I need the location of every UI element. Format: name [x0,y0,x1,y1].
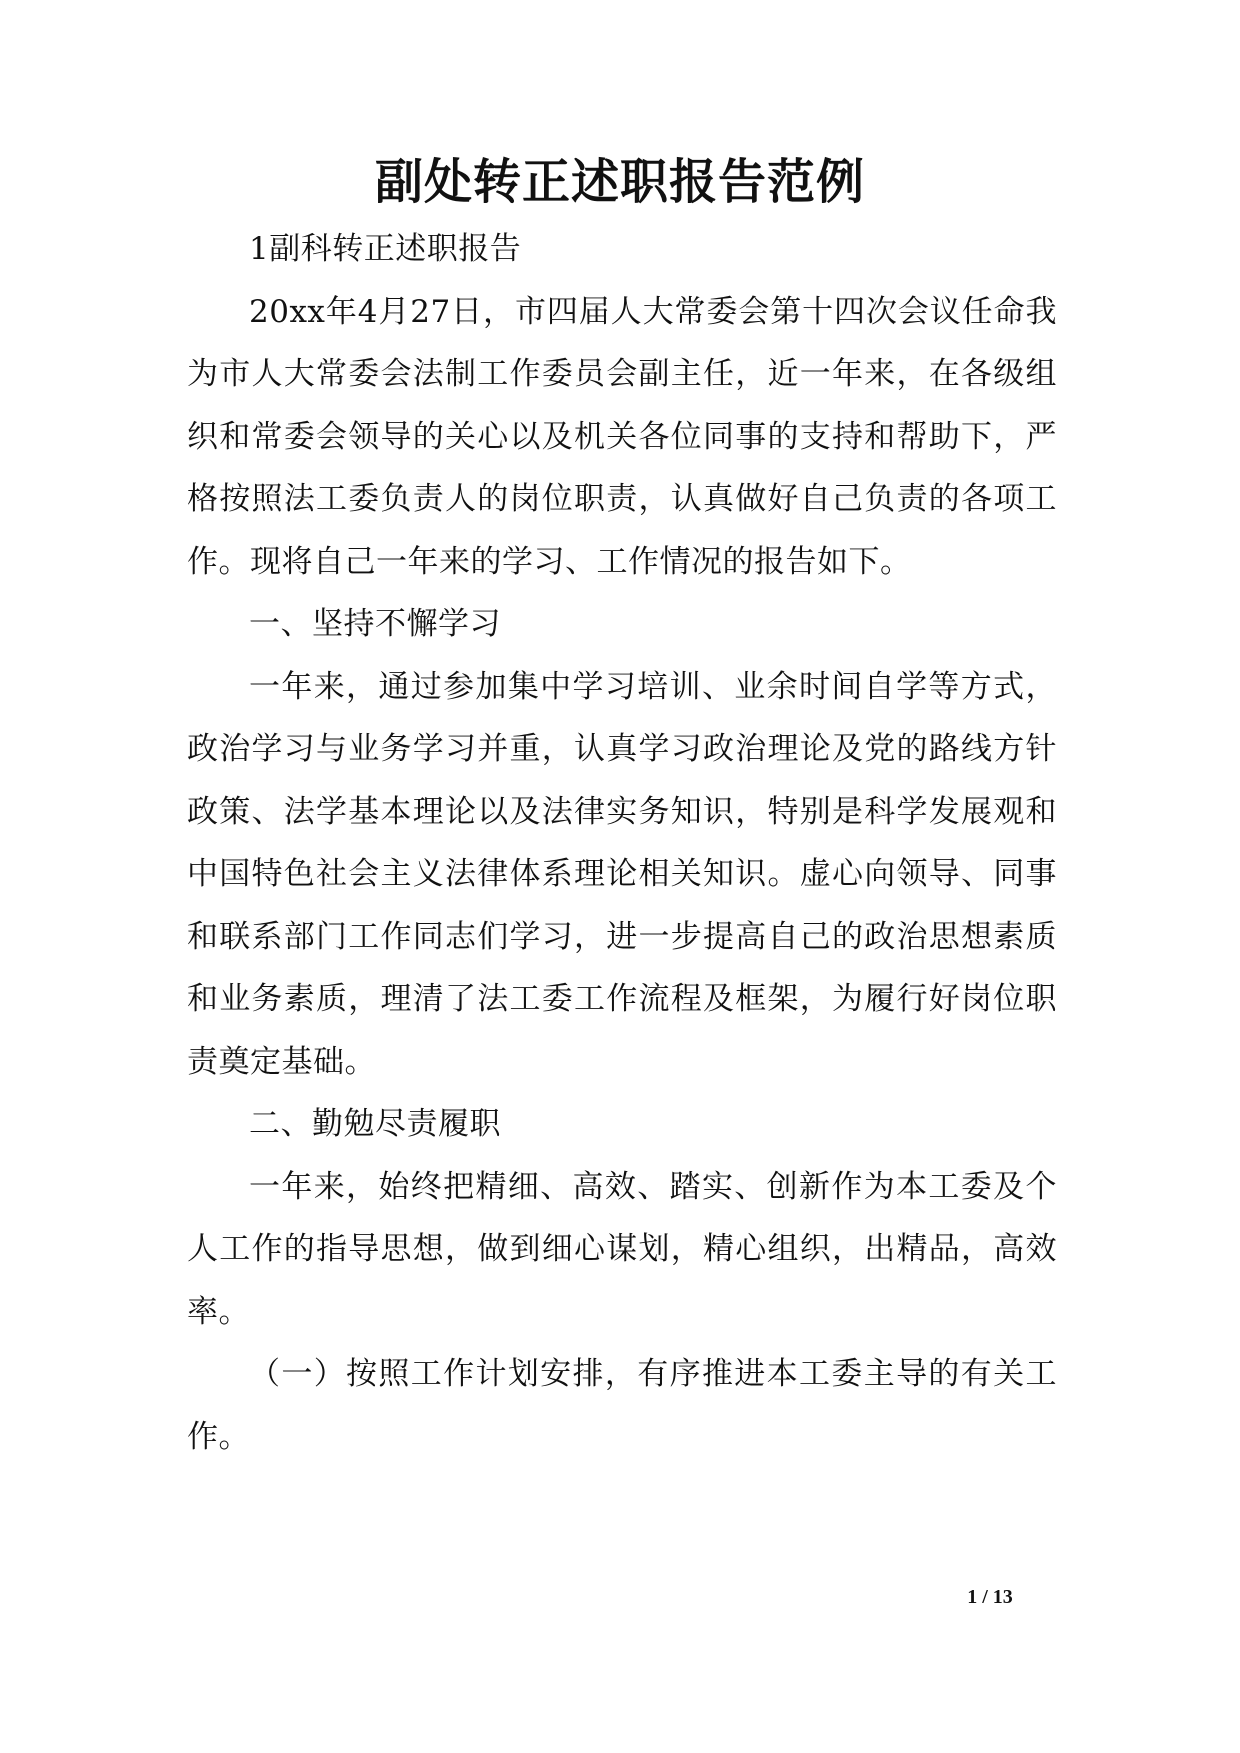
subtitle-paragraph: 1副科转正述职报告 [249,231,522,267]
page-number: 1 / 13 [967,1586,1013,1608]
document-body [187,218,1057,1468]
subsection-paragraph: （一）按照工作计划安排，有序推进本工委主导的有关工作。 [187,1356,1057,1455]
intro-paragraph: 20xx年4月27日，市四届人大常委会第十四次会议任命我为市人大常委会法制工作委员会副主任，近一年来，在各级组织和常委会领导的关心以及机关各位同事的支持和帮助下，严格按照法工委负责人的岗位职责，认真做好自己负责的各项工作。现将自己一年来的学习、工作情况的报告如下。 [187,293,1057,580]
duty-paragraph: 一年来，始终把精细、高效、踏实、创新作为本工委及个人工作的指导思想，做到细心谋划，精心组织，出精品，高效率。 [187,1168,1057,1330]
study-paragraph: 一年来，通过参加集中学习培训、业余时间自学等方式，政治学习与业务学习并重，认真学习政治理论及党的路线方针政策、法学基本理论以及法律实务知识，特别是科学发展观和中国特色社会主义法律体系理论相关知识。虚心向领导、同事和联系部门工作同志们学习，进一步提高自己的政治思想素质和业务素质，理清了法工委工作流程及框架，为履行好岗位职责奠定基础。 [187,668,1057,1080]
section-heading-study: 一、坚持不懈学习 [249,606,501,642]
section-heading-duty: 二、勤勉尽责履职 [249,1106,501,1142]
document-title: 副处转正述职报告范例 [374,154,865,210]
